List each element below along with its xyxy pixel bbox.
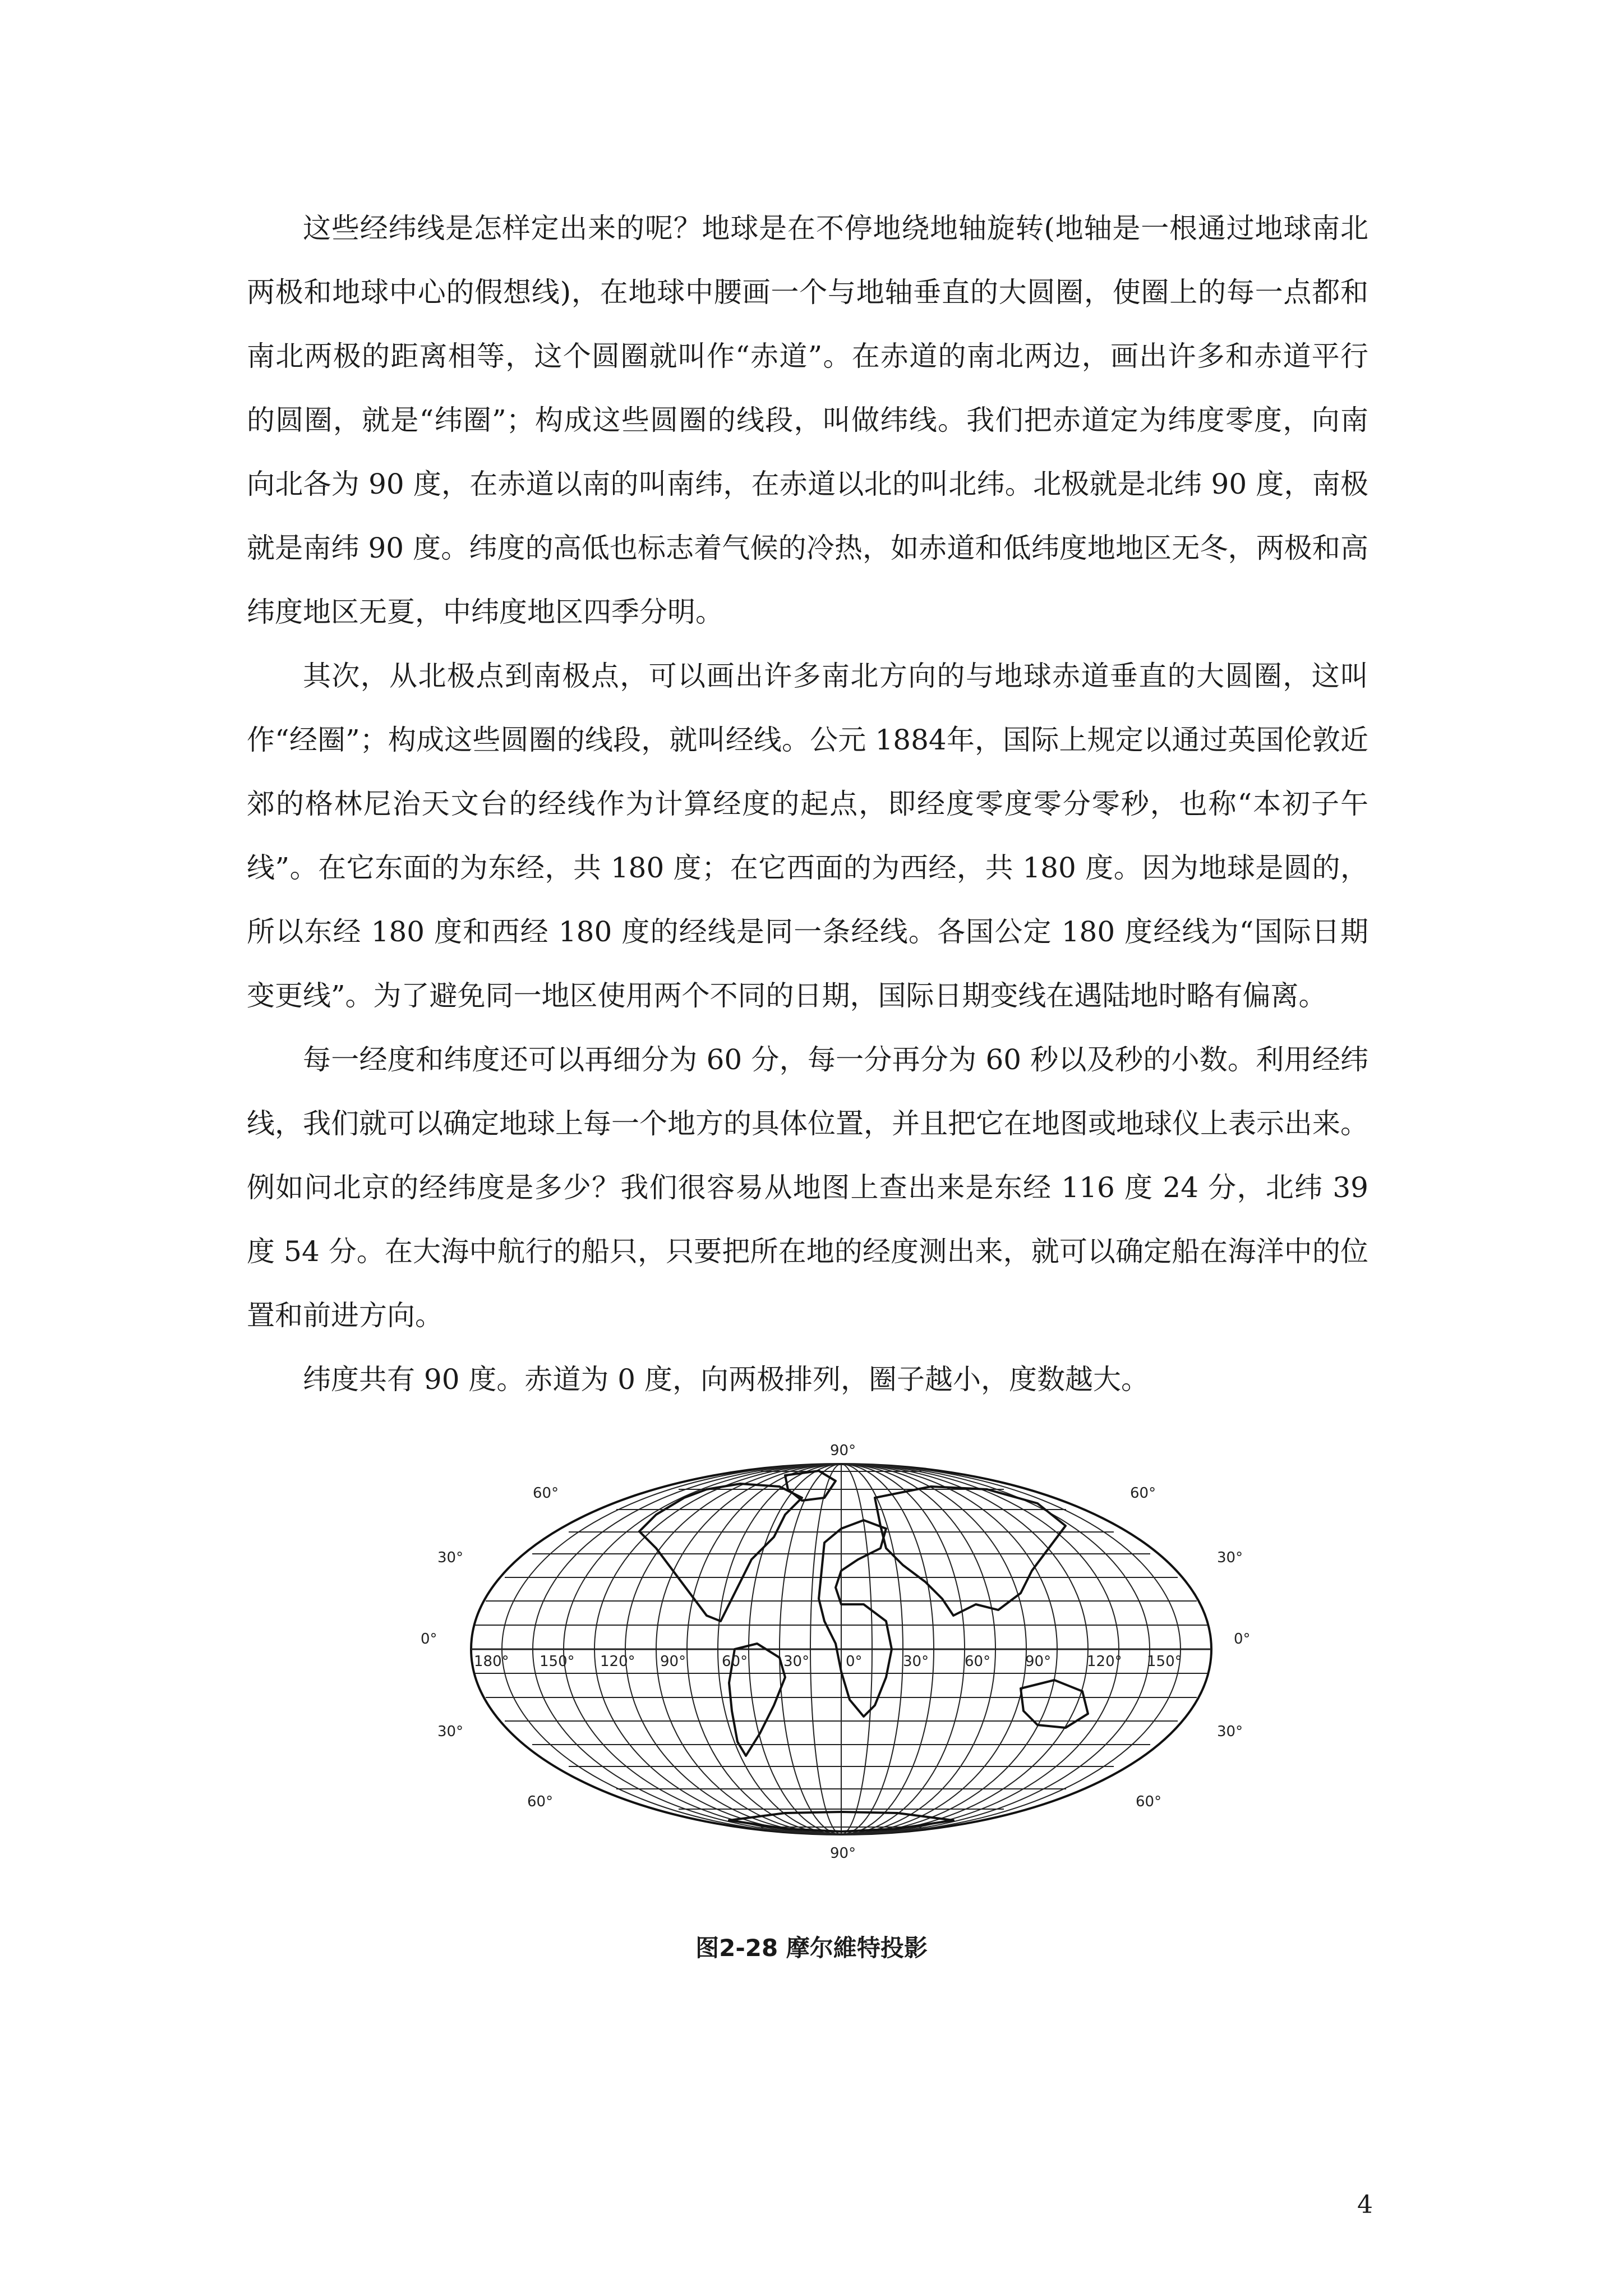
mollweide-map — [393, 1436, 1290, 1862]
label-lon-60w: 60° — [722, 1653, 748, 1670]
europe-africa-shape — [819, 1520, 892, 1717]
paragraph-latitude: 这些经纬线是怎样定出来的呢？地球是在不停地绕地轴旋转(地轴是一根通过地球南北两极和地球中心的假想线)，在地球中腰画一个与地轴垂直的大圆圈，使圈上的每一点都和南北两极的距离相等，这个圆圈就叫作“赤道”。在赤道的南北两边，画出许多和赤道平行的圆圈，就是“纬圈”；构成这些圆圈的线段，叫做纬线。我们把赤道定为纬度零度，向南向北各为 90 度，在赤道以南的叫南纬，在赤道以北的叫北纬。北极就是北纬 90 度，南极就是南纬 90 度。纬度的高低也标志着气候的冷热，如赤道和低纬度地地区无冬，两极和高纬度地区无夏，中纬度地区四季分明。 — [247, 212, 1368, 628]
label-s30-right: 30° — [1217, 1723, 1243, 1740]
label-lon-150w: 150° — [540, 1653, 575, 1670]
label-lon-30w: 30° — [783, 1653, 810, 1670]
body-text — [247, 196, 1368, 1411]
mollweide-map-figure — [393, 1436, 1290, 1862]
label-n60-right: 60° — [1130, 1485, 1156, 1502]
label-bottom-90: 90° — [830, 1845, 856, 1862]
label-lon-0: 0° — [846, 1653, 863, 1670]
label-top-90: 90° — [830, 1442, 856, 1459]
label-s30-left: 30° — [437, 1723, 464, 1740]
label-lon-180: 180° — [474, 1653, 509, 1670]
label-n60-left: 60° — [533, 1485, 559, 1502]
paragraph-longitude: 其次，从北极点到南极点，可以画出许多南北方向的与地球赤道垂直的大圆圈，这叫作“经圈”；构成这些圆圈的线段，就叫经线。公元 1884年，国际上规定以通过英国伦敦近郊的格林尼治天文台的经线作为计算经度的起点，即经度零度零分零秒，也称“本初子午线”。在它东面的为东经，共 180 度；在它西面的为西经，共 180 度。因为地球是圆的，所以东经 180 度和西经 180 度的经线是同一条经线。各国公定 180 度经线为“国际日期变更线”。为了避免同一地区使用两个不同的日期，国际日期变线在遇陆地时略有偏离。 — [247, 660, 1368, 1012]
label-eq-right: 0° — [1234, 1631, 1251, 1648]
label-lon-30e: 30° — [903, 1653, 929, 1670]
label-n30-left: 30° — [437, 1549, 464, 1566]
label-eq-left: 0° — [421, 1631, 437, 1648]
paragraph-minutes-seconds: 每一经度和纬度还可以再细分为 60 分，每一分再分为 60 秒以及秒的小数。利用经纬线，我们就可以确定地球上每一个地方的具体位置，并且把它在地图或地球仪上表示出来。例如问北京的经纬度是多少？我们很容易从地图上查出来是东经 116 度 24 分，北纬 39 度 54 分。在大海中航行的船只，只要把所在地的经度测出来，就可以确定船在海洋中的位置和前进方向。 — [247, 1043, 1368, 1332]
paragraph-latitude-summary: 纬度共有 90 度。赤道为 0 度，向两极排列，圈子越小，度数越大。 — [303, 1363, 1150, 1396]
label-lon-120e: 120° — [1087, 1653, 1122, 1670]
figure-caption: 图2-28 摩尔維特投影 — [695, 1934, 928, 1962]
label-lon-60e: 60° — [965, 1653, 991, 1670]
label-lon-90e: 90° — [1025, 1653, 1052, 1670]
label-s60-right: 60° — [1136, 1793, 1162, 1810]
label-lon-150e: 150° — [1147, 1653, 1182, 1670]
label-s60-left: 60° — [527, 1793, 554, 1810]
label-n30-right: 30° — [1217, 1549, 1243, 1566]
page-number: 4 — [1357, 2191, 1373, 2219]
label-lon-90w: 90° — [660, 1653, 686, 1670]
label-lon-120w: 120° — [600, 1653, 635, 1670]
